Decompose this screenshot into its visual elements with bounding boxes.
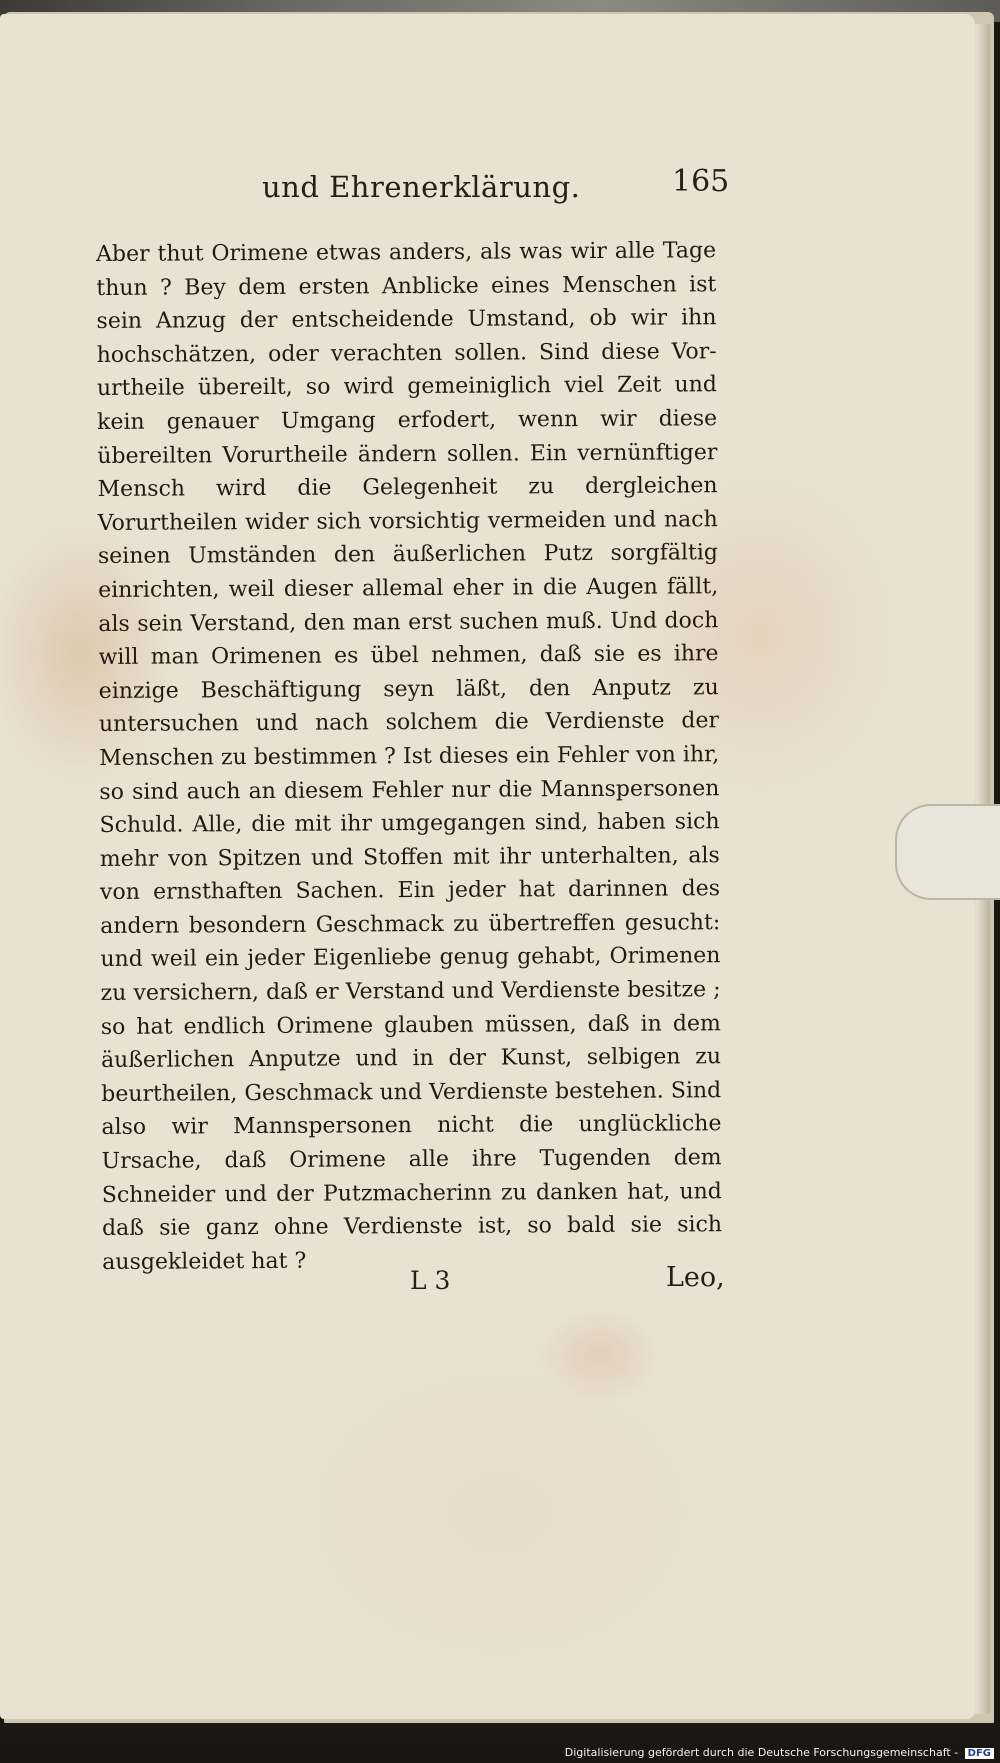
page-marker-tab [895,804,1000,900]
running-head: und Ehrenerklärung. [262,170,581,204]
credit-text: Digitalisierung gefördert durch die Deutsche Forschungsgemeinschaft - [564,1746,959,1759]
digitization-credit [565,1746,994,1759]
body-text [96,234,722,1279]
page-number: 165 [672,164,730,199]
body-paragraph: Aber thut Orimene etwas anders, als was wir alle Tage thun ? Bey dem ersten Anblicke eines Menschen ist sein Anzug der entscheidende Umstand, ob wir ihn hochschätzen, oder verachten sollen. Sind diese Vorurtheile übereilt, so wird gemeiniglich viel Zeit und kein genauer Umgang erfodert, wenn wir diese übereilten Vorurtheile ändern sollen. Ein vernünftiger Mensch wird die Gelegenheit zu dergleichen Vorurtheilen wider sich vorsichtig vermeiden und nach seinen Umständen den äußerlichen Putz sorgfältig einrichten, weil dieser allemal eher in die Augen fällt, als sein Verstand, den man erst suchen muß. Und doch will man Orimenen es übel nehmen, daß sie es ihre einzige Beschäftigung seyn läßt, den Anputz zu untersuchen und nach solchem die Verdienste der Menschen zu bestimmen ? Ist dieses ein Fehler von ihr, so sind auch an diesem Fehler nur die Mannspersonen Schuld. Alle, die mit ihr umgegangen sind, haben sich mehr von Spitzen und Stoffen mit ihr unterhalten, als von ernsthaften Sachen. Ein jeder hat darinnen des andern besondern Geschmack zu übertreffen gesucht: und weil ein jeder Eigenliebe genug gehabt, Orimenen zu versichern, daß er Verstand und Verdienste besitze ; so hat endlich Orimene glauben müssen, daß in dem äußerlichen Anputze und in der Kunst, selbigen zu beurtheilen, Geschmack und Verdienste bestehen. Sind also wir Mannspersonen nicht die unglückliche Ursache, daß Orimene alle ihre Tugenden dem Schneider und der Putzmacherinn zu danken hat, und daß sie ganz ohne Verdienste ist, so bald sie sich ausgekleidet hat ? [96,238,723,1275]
dfg-logo-icon: DFG [965,1748,994,1759]
signature-mark: L 3 [410,1266,451,1295]
catchword: Leo, [666,1262,725,1293]
footer-strip [0,1723,1000,1743]
